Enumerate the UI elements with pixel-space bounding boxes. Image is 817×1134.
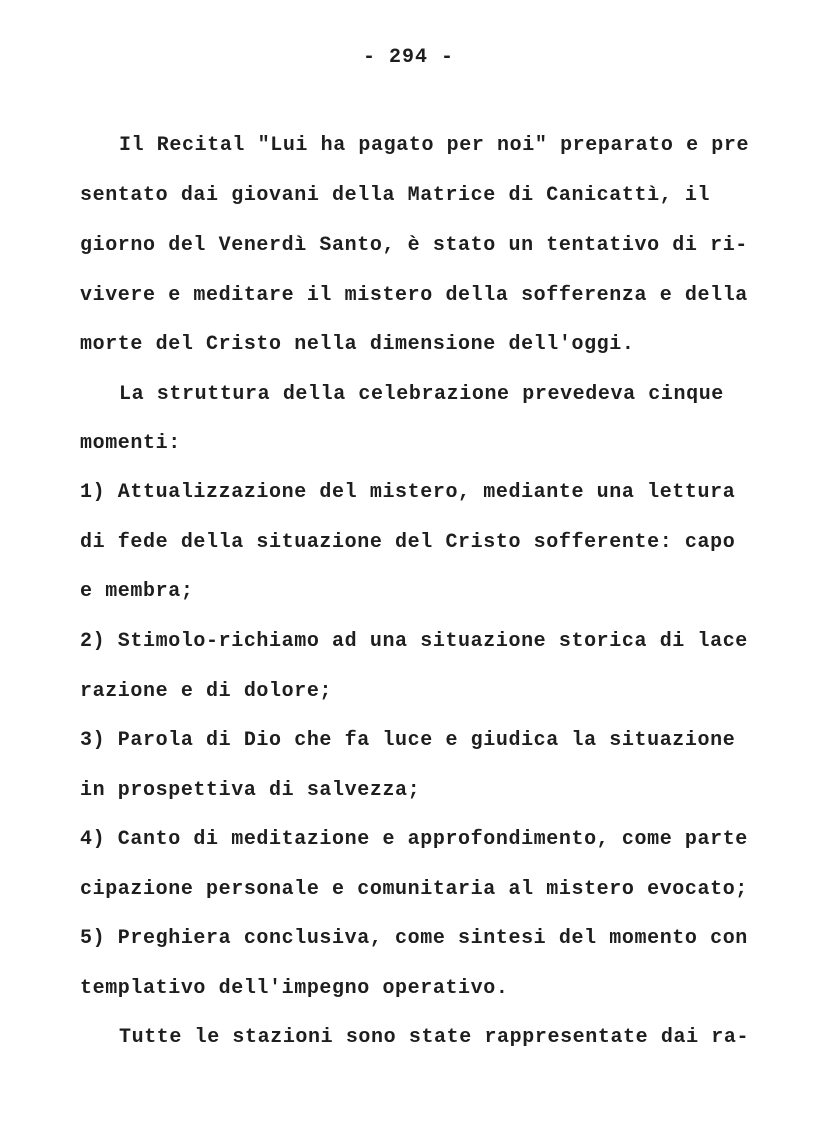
text-line: giorno del Venerdì Santo, è stato un tentativo di ri- xyxy=(80,234,748,257)
text-line: momenti: xyxy=(80,432,181,455)
list-item-line: 2) Stimolo-richiamo ad una situazione storica di lace xyxy=(80,630,748,653)
text-line: sentato dai giovani della Matrice di Canicattì, il xyxy=(80,184,711,207)
list-item-line: in prospettiva di salvezza; xyxy=(80,779,421,802)
list-item-line: 5) Preghiera conclusiva, come sintesi del momento con xyxy=(80,927,748,950)
list-item-line: di fede della situazione del Cristo sofferente: capo xyxy=(80,531,736,554)
list-item-line: cipazione personale e comunitaria al mistero evocato; xyxy=(80,878,748,901)
text-line: vivere e meditare il mistero della sofferenza e della xyxy=(80,284,748,307)
text-line: morte del Cristo nella dimensione dell'oggi. xyxy=(80,333,635,356)
list-item-line: razione e di dolore; xyxy=(80,680,333,703)
list-item-line: e membra; xyxy=(80,580,194,603)
page-number: - 294 - xyxy=(362,46,454,69)
list-item-line: 3) Parola di Dio che fa luce e giudica la situazione xyxy=(80,729,736,752)
text-line: Tutte le stazioni sono state rappresentate dai ra- xyxy=(119,1026,750,1049)
text-line: Il Recital "Lui ha pagato per noi" preparato e pre xyxy=(119,134,750,157)
list-item-line: 4) Canto di meditazione e approfondimento, come parte xyxy=(80,828,748,851)
list-item-line: templativo dell'impegno operativo. xyxy=(80,977,509,1000)
list-item-line: 1) Attualizzazione del mistero, mediante una lettura xyxy=(80,481,736,504)
text-line: La struttura della celebrazione prevedeva cinque xyxy=(119,383,724,406)
